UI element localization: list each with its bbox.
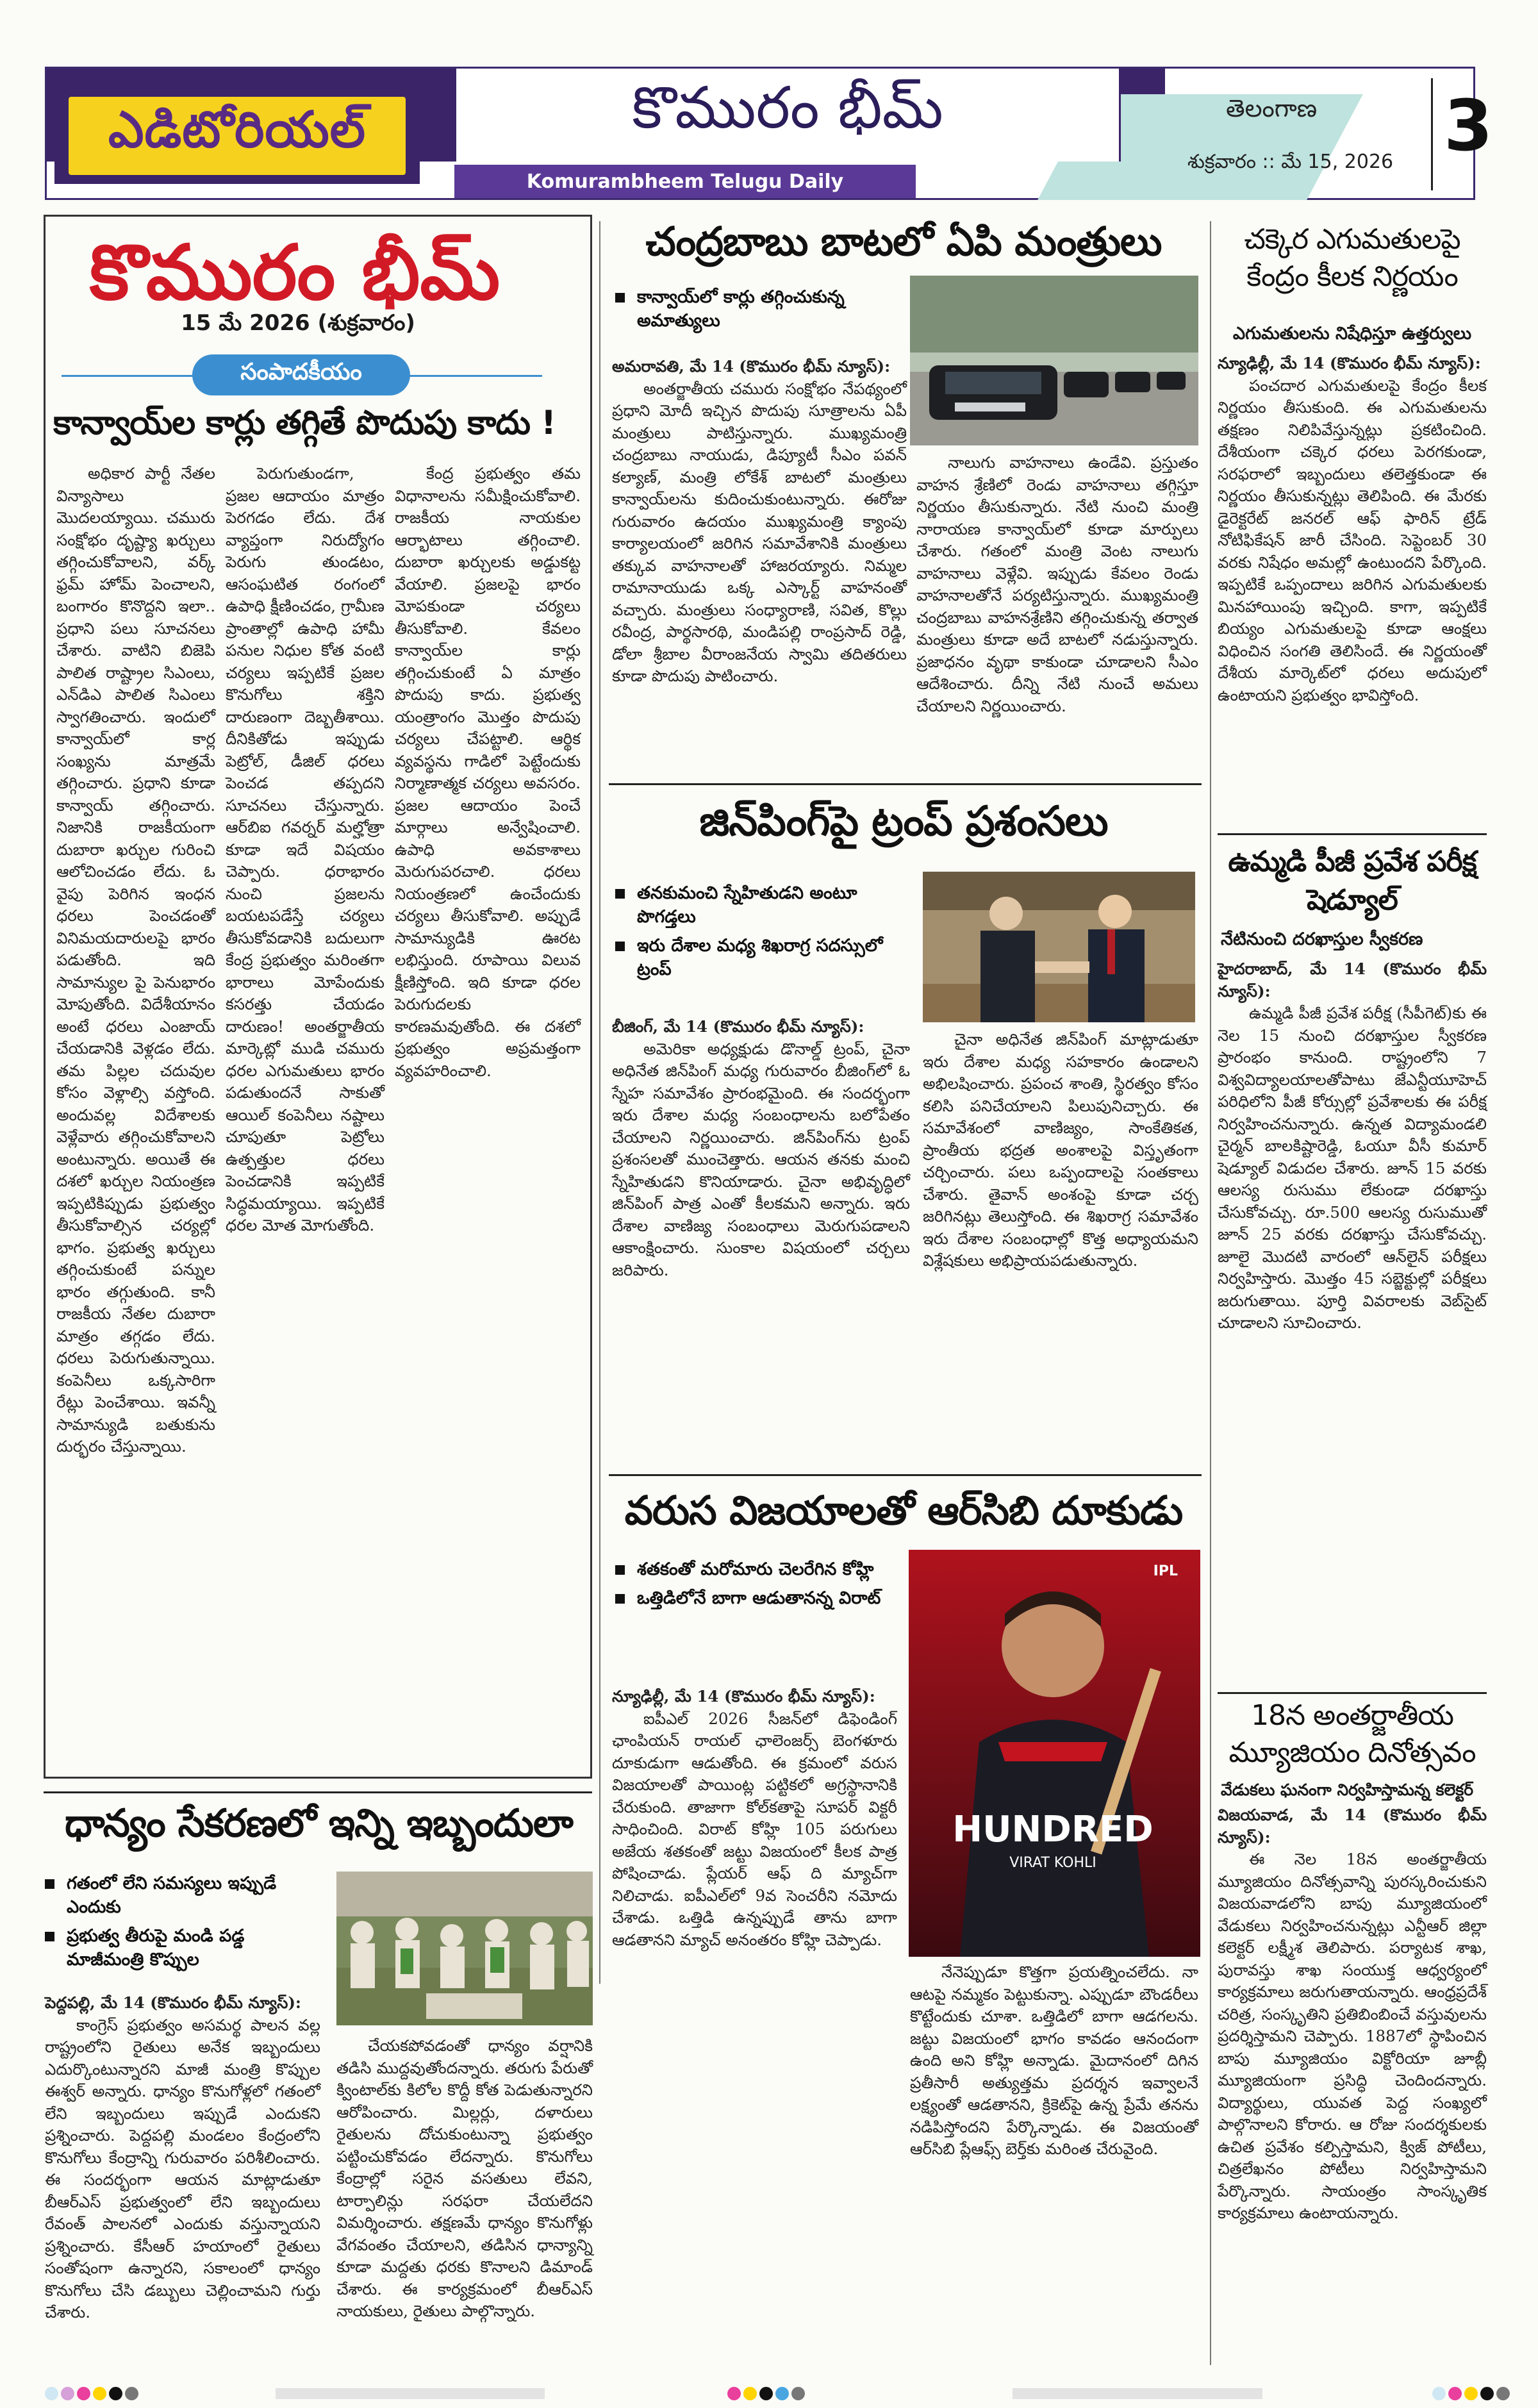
- editorial-column-3: [395, 463, 581, 1764]
- chandrababu-bullet: కాన్వాయ్‌లో కార్లు తగ్గించుకున్న అమాత్యులు: [615, 285, 910, 333]
- registration-mark: [77, 2387, 90, 2400]
- editorial-paragraph: అధికార పార్టీ నేతల విన్యాసాలు మొదలయ్యాయి. చమురు సంక్షోభం దృష్ట్యా ఖర్చులు తగ్గించుకోవాలని, వర్క్ ఫ్రమ్ హోమ్ పెంచాలని, బంగారం కొనొద్దని ఇలా.. ప్రధాని పలు సూచనలు చేశారు. వాటిని బిజెపి పాలిత రాష్ట్రాల సిఎంలు, ఎన్‌డిఎ పాలిత సిఎంలు స్వాగతించారు. ఇందులో కాన్వాయ్‌లో కార్ల సంఖ్యను మాత్రమే తగ్గించారు. ప్రధాని కూడా కాన్వాయ్ తగ్గించారు. నిజానికి రాజకీయంగా దుబారా ఖర్చుల గురించి ఆలోచించడం లేదు. ఓ వైపు పెరిగిన ఇంధన ధరలు పెంచడంతో వినిమయదారులపై భారం పడుతోంది. ఇది సామాన్యుల పై పెనుభారం మోపుతోంది. విదేశీయానం అంటే ధరలు ఎంజాయ్ చేయడానికి వెళ్లడం లేదు. తమ పిల్లల చదువుల కోసం వెళ్లాల్సి వస్తోంది. అందువల్ల విదేశాలకు వెళ్లేవారు తగ్గించుకోవాలని అంటున్నారు. అయితే ఈ దశలో ఖర్చుల నియంత్రణ ఇప్పటికిప్పుడు ప్రభుత్వం తీసుకోవాల్సిన చర్యల్లో భాగం. ప్రభుత్వ ఖర్చులు తగ్గించుకుంటే పన్నుల భారం తగ్గుతుంది. కానీ రాజకీయ నేతల దుబారా మాత్రం తగ్గడం లేదు. ధరలు పెరుగుతున్నాయి. కంపెనీలు ఒక్కసారిగా రేట్లు పెంచేశాయి. ఇవన్నీ సామాన్యుడి బతుకును దుర్భరం చేస్తున్నాయి.: [56, 464, 215, 1456]
- grain-paragraph: కాంగ్రెస్ ప్రభుత్వం అసమర్థ పాలన వల్ల రాష్ట్రంలోని రైతులు అనేక ఇబ్బందులు ఎదుర్కొంటున్నారని మాజీ మంత్రి కొప్పుల ఈశ్వర్ అన్నారు. ధాన్యం కొనుగోళ్లలో గతంలో లేని ఇబ్బందులు ఇప్పుడే ఎందుకని ప్రశ్నించారు. పెద్దపల్లి మండలం కేంద్రంలోని కొనుగోలు కేంద్రాన్ని గురువారం పరిశీలించారు. ఈ సందర్భంగా ఆయన మాట్లాడుతూ బీఆర్ఎస్ ప్రభుత్వంలో లేని ఇబ్బందులు రేవంత్ పాలనలో ఎందుకు వస్తున్నాయని ప్రశ్నించారు. కేసీఆర్ హయాంలో రైతులు సంతోషంగా ఉన్నారని, సకాలంలో ధాన్యం కొనుగోలు చేసి డబ్బులు చెల్లించామని గుర్తు చేశారు.: [45, 2015, 320, 2321]
- grain-bullet: గతంలో లేని సమస్యలు ఇప్పుడే ఎందుకు: [45, 1872, 320, 1919]
- rcb-poster-league: IPL: [1153, 1563, 1178, 1579]
- museum-kicker: వేడుకలు ఘనంగా నిర్వహిస్తామన్న కలెక్టర్: [1221, 1781, 1474, 1799]
- editorial-paragraph: పెరుగుతుండగా, ప్రజల ఆదాయం మాత్రం పెరగడం లేదు. దేశ వ్యాప్తంగా నిరుద్యోగం పెరుగు తుండటం, ఆసంఘటిత రంగంలో ఉపాధి క్షీణించడం, గ్రామీణ ప్రాంతాల్లో ఉపాధి హామీ పనుల నిధుల కోత వంటి చర్యలు ఇప్పటికే ప్రజల కొనుగోలు శక్తిని దారుణంగా దెబ్బతీశాయి. దీనికితోడు ఇప్పుడు పెట్రోల్, డీజిల్ ధరలు పెంచడ తప్పదని సూచనలు చేస్తున్నారు. ఆర్‌బిఐ గవర్నర్ మల్హోత్రా కూడా ఇదే విషయం చెప్పారు. ధరాభారం నుంచి ప్రజలను బయటపడేస్తే చర్యలు తీసుకోవడానికి బదులుగా కేంద్ర ప్రభుత్వం మరింతగా భారాలు మోపేందుకు కసరత్తు చేయడం దారుణం! అంతర్జాతీయ మార్కెట్లో ముడి చమురు ధరల ఎగుమతులు భారం పడుతుందనే సాకుతో ఆయిల్ కంపెనీలు నష్టాలు చూపుతూ పెట్రోలు ఉత్పత్తుల ధరలు పెంచడానికి ఇప్పటికే సిద్ధమయ్యాయి. ఇప్పటికే ధరల మోత మోగుతోంది.: [226, 464, 384, 1234]
- grain-column-1: [45, 1992, 320, 2370]
- section-rule: [1218, 833, 1487, 835]
- masthead: [45, 67, 1493, 200]
- chandrababu-bullets: [615, 285, 910, 338]
- registration-mark: [759, 2387, 773, 2400]
- pgcet-column: [1218, 958, 1487, 1682]
- registration-mark: [61, 2387, 74, 2400]
- state-label: తెలంగాణ: [1226, 94, 1318, 122]
- paper-title: కొమురం భీమ్: [454, 69, 1121, 162]
- chandrababu-column-2: [916, 452, 1198, 772]
- sugar-kicker: ఎగుమతులను నిషేధిస్తూ ఉత్తర్వులు: [1232, 324, 1472, 344]
- xitrump-bullets: [615, 881, 904, 986]
- pgcet-kicker: నేటినుంచి దరఖాస్తుల స్వీకరణ: [1221, 929, 1423, 949]
- issue-date: శుక్రవారం :: మే 15, 2026: [1187, 151, 1394, 173]
- paper-subtitle: Komurambheem Telugu Daily: [454, 165, 916, 198]
- divider: [1431, 78, 1433, 190]
- sugar-column: [1218, 353, 1487, 827]
- registration-mark: [1480, 2387, 1494, 2400]
- registration-mark: [45, 2387, 58, 2400]
- museum-paragraph: ఈ నెల 18న అంతర్జాతీయ మ్యూజియం దినోత్సవాన్ని పురస్కరించుకుని విజయవాడలోని బాపు మ్యూజియంలో వేడుకలు నిర్వహించనున్నట్లు ఎన్టీఆర్ జిల్లా కలెక్టర్ లక్ష్మీశ తెలిపారు. పర్యాటక శాఖ, పురావస్తు శాఖ సంయుక్త ఆధ్వర్యంలో కార్యక్రమాలు జరుగుతాయన్నారు. ఆంధ్రప్రదేశ్ చరిత్ర, సంస్కృతిని ప్రతిబింబించే వస్తువులను ప్రదర్శిస్తామని చెప్పారు. 1887లో స్థాపించిన బాపు మ్యూజియం విక్టోరియా జూబ్లీ మ్యూజియంగా ప్రసిద్ధి చెందిందన్నారు. విద్యార్థులు, యువత పెద్ద సంఖ్యలో పాల్గొనాలని కోరారు. ఆ రోజు సందర్శకులకు ఉచిత ప్రవేశం కల్పిస్తామని, క్విజ్ పోటీలు, చిత్రలేఖనం పోటీలు నిర్వహిస్తామని పేర్కొన్నారు. సాయంత్రం సాంస్కృతిక కార్యక్రమాలు ఉంటాయన్నారు.: [1218, 1850, 1487, 2222]
- grain-column-2: [336, 2035, 593, 2370]
- registration-mark: [775, 2387, 789, 2400]
- chandrababu-headline: చంద్రబాబు బాటలో ఏపి మంత్రులు: [645, 218, 1162, 265]
- rcb-poster-name: VIRAT KOHLI: [1009, 1855, 1096, 1871]
- registration-mark: [125, 2387, 138, 2400]
- color-bar: [276, 2388, 545, 2399]
- section-rule: [44, 1791, 592, 1793]
- sugar-paragraph: పంచదార ఎగుమతులపై కేంద్రం కీలక నిర్ణయం తీసుకుంది. ఈ ఎగుమతులను తక్షణం నిలిపివేస్తున్నట్లు ప్రకటించింది. దేశీయంగా చక్కెర ధరలు పెరగకుండా, సరఫరాలో ఇబ్బందులు తలెత్తకుండా ఈ నిర్ణయం తీసుకున్నట్లు తెలిపింది. ఈ మేరకు డైరెక్టరేట్ జనరల్ ఆఫ్ ఫారిన్ ట్రేడ్ నోటిఫికేషన్ జారీ చేసింది. సెప్టెంబర్ 30 వరకు నిషేధం అమల్లో ఉంటుందని పేర్కొంది. ఇప్పటికే ఒప్పందాలు జరిగిన ఎగుమతులకు మినహాయింపు ఇచ్చింది. కాగా, ఇప్పటికే బియ్యం ఎగుమతులపై కూడా ఆంక్షలు విధించిన సంగతి తెలిసిందే. ఈ నిర్ణయంతో దేశీయ మార్కెట్‌లో ధరలు అదుపులో ఉంటాయని ప్రభుత్వం భావిస్తోంది.: [1218, 376, 1487, 704]
- editorial-badge: సంపాదకీయం: [192, 354, 410, 395]
- museum-column: [1218, 1804, 1487, 2365]
- grain-bullets: [45, 1872, 320, 1977]
- registration-mark: [791, 2387, 805, 2400]
- xitrump-paragraph: చైనా అధినేత జిన్‌పింగ్ మాట్లాడుతూ ఇరు దేశాల మధ్య సహకారం ఉండాలని అభిలషించారు. ప్రపంచ శాంతి, స్థిరత్వం కోసం కలిసి పనిచేయాలని పిలుపునిచ్చారు. ఈ సమావేశంలో వాణిజ్యం, సాంకేతికత, ప్రాంతీయ భద్రత అంశాలపై విస్తృతంగా చర్చించారు. పలు ఒప్పందాలపై సంతకాలు చేశారు. తైవాన్ అంశంపై కూడా చర్చ జరిగినట్లు తెలుస్తోంది. ఈ శిఖరాగ్ర సమావేశం ఇరు దేశాల సంబంధాల్లో కొత్త అధ్యాయమని విశ్లేషకులు అభిప్రాయపడుతున్నారు.: [923, 1030, 1198, 1270]
- rcb-column-2: [910, 1961, 1198, 2365]
- rcb-column-1: [612, 1686, 897, 2365]
- rcb-paragraph: నేనెప్పుడూ కొత్తగా ప్రయత్నించలేదు. నా ఆటపై నమ్మకం పెట్టుకున్నా. ఎప్పుడూ బౌండరీలు కొట్టేందుకు చూశా. ఒత్తిడిలో బాగా ఆడగలను. జట్టు విజయంలో భాగం కావడం ఆనందంగా ఉంది అని కోహ్లి అన్నాడు. మైదానంలో దిగిన ప్రతీసారీ అత్యుత్తమ ప్రదర్శన ఇవ్వాలనే లక్ష్యంతో ఆడతానని, క్రికెట్‌పై ఉన్న ప్రేమే తనను నడిపిస్తోందని పేర్కొన్నాడు. ఈ విజయంతో ఆర్‌సిబి ప్లేఆఫ్స్ బెర్త్‌కు మరింత చేరువైంది.: [910, 1963, 1198, 2158]
- museum-headline: 18న అంతర్జాతీయ మ్యూజియం దినోత్సవం: [1228, 1699, 1476, 1769]
- editorial-column-2: [226, 463, 384, 1764]
- rcb-bullet: ఒత్తిడిలోనే బాగా ఆడుతానన్న విరాట్: [615, 1586, 897, 1610]
- editorial-date: 15 మే 2026 (శుక్రవారం): [181, 310, 415, 336]
- chandrababu-paragraph: అంతర్జాతీయ చమురు సంక్షోభం నేపథ్యంలో ప్రధాని మోదీ ఇచ్చిన పొదుపు సూత్రాలను ఏపీ మంత్రులు పాటిస్తున్నారు. ముఖ్యమంత్రి చంద్రబాబు నాయుడు, డిప్యూటీ సీఎం పవన్ కల్యాణ్, మంత్రి లోకేశ్ బాటలో మంత్రులు కాన్వాయ్‌లను కుదించుకుంటున్నారు. ఈరోజు గురువారం ఉదయం ముఖ్యమంత్రి క్యాంపు కార్యాలయంలో జరిగిన సమావేశానికి మంత్రులు తక్కువ వాహనాలతో హాజరయ్యారు. నిమ్మల రామానాయుడు ఒక్క ఎస్కార్ట్ వాహనంతో వచ్చారు. మంత్రులు సంధ్యారాణి, సవిత, కొల్లు రవీంద్ర, పార్థసారథి, మండిపల్లి రాంప్రసాద్ రెడ్డి, డోలా శ్రీబాల వీరాంజనేయ స్వామి తదితరులు కూడా పొదుపు పాటించారు.: [612, 379, 907, 685]
- xitrump-bullet: ఇరు దేశాల మధ్య శిఖరాగ్ర సదస్సులో ట్రంప్: [615, 934, 904, 981]
- rcb-poster-word: HUNDRED: [952, 1809, 1154, 1850]
- xitrump-column-1: [612, 1016, 910, 1465]
- section-rule: [1218, 1692, 1487, 1694]
- registration-mark: [1496, 2387, 1510, 2400]
- page-number: 3: [1444, 85, 1493, 167]
- registration-mark: [727, 2387, 741, 2400]
- rcb-headline: వరుస విజయాలతో ఆర్‌సిబి దూకుడు: [624, 1487, 1183, 1534]
- grain-bullet: ప్రభుత్వ తీరుపై మండి పడ్డ మాజీమంత్రి కొప్పుల: [45, 1924, 320, 1972]
- grain-photo: [336, 1872, 593, 2025]
- xitrump-dateline: బీజింగ్, మే 14 (కొమురం భీమ్ న్యూస్):: [612, 1017, 864, 1036]
- grain-dateline: పెద్దపల్లి, మే 14 (కొమురం భీమ్ న్యూస్):: [45, 1993, 301, 2012]
- sugar-dateline: న్యూఢిల్లీ, మే 14 (కొమురం భీమ్ న్యూస్):: [1218, 354, 1481, 372]
- pgcet-headline: ఉమ్మడి పీజీ ప్రవేశ పరీక్ష షెడ్యూల్: [1228, 845, 1476, 917]
- section-badge-label: ఎడిటోరియల్: [69, 97, 406, 175]
- xitrump-headline: జిన్‌పింగ్‌పై ట్రంప్ ప్రశంసలు: [699, 798, 1108, 845]
- rcb-paragraph: ఐపీఎల్ 2026 సీజన్‌లో డిఫెండింగ్ ఛాంపియన్ రాయల్ ఛాలెంజర్స్ బెంగళూరు దూకుడుగా ఆడుతోంది. ఈ క్రమంలో వరుస విజయాలతో పాయింట్ల పట్టికలో అగ్రస్థానానికి చేరుకుంది. తాజాగా కోల్‌కతాపై సూపర్ విక్టరీ సాధించింది. విరాట్ కోహ్లి 105 పరుగులు అజేయ శతకంతో జట్టు విజయంలో కీలక పాత్ర పోషించాడు. ప్లేయర్ ఆఫ్ ది మ్యాచ్‌గా నిలిచాడు. ఐపీఎల్‌లో 9వ సెంచరీని నమోదు చేశాడు. ఒత్తిడి ఉన్నప్పుడే తాను బాగా ఆడతానని మ్యాచ్ అనంతరం కోహ్లి చెప్పాడు.: [612, 1709, 897, 1949]
- pgcet-dateline: హైదరాబాద్, మే 14 (కొమురం భీమ్ న్యూస్):: [1218, 959, 1487, 1001]
- sugar-headline: చక్కెర ఎగుమతులపై కేంద్రం కీలక నిర్ణయం: [1244, 223, 1460, 293]
- masthead-info: [1175, 69, 1493, 200]
- xitrump-bullet: తనకుమంచి స్నేహితుడని అంటూ పొగడ్తలు: [615, 881, 904, 929]
- chandrababu-column-1: [612, 356, 907, 772]
- column-divider: [1210, 221, 1211, 2365]
- chandrababu-dateline: అమరావతి, మే 14 (కొమురం భీమ్ న్యూస్):: [612, 357, 891, 376]
- section-rule: [609, 783, 1202, 785]
- editorial-column-1: [56, 463, 215, 1764]
- xitrump-column-2: [923, 1029, 1198, 1465]
- registration-mark: [1432, 2387, 1446, 2400]
- registration-mark: [109, 2387, 122, 2400]
- grain-headline: ధాన్యం సేకరణలో ఇన్ని ఇబ్బందులా: [65, 1801, 573, 1846]
- section-rule: [609, 1474, 1202, 1476]
- chandrababu-paragraph: నాలుగు వాహనాలు ఉండేవి. ప్రస్తుతం వాహన శ్రేణిలో రెండు వాహనాలు తగ్గిస్తూ నిర్ణయం తీసుకున్నారు. నేటి నుంచి మంత్రి నారాయణ కాన్వాయ్‌లో కూడా మార్పులు చేశారు. గతంలో మంత్రి వెంట నాలుగు వాహనాలు వెళ్లేవి. ఇప్పుడు కేవలం రెండు వాహనాలతోనే పర్యటిస్తున్నారు. ముఖ్యమంత్రి చంద్రబాబు వాహనశ్రేణిని తగ్గించుకున్న తర్వాత మంత్రులు కూడా అదే బాటలో నడుస్తున్నారు. ప్రజాధనం వృథా కాకుండా చూడాలని సీఎం ఆదేశించారు. దీన్ని నేటి నుంచే అమలు చేయాలని నిర్ణయించారు.: [916, 453, 1198, 715]
- registration-mark: [93, 2387, 106, 2400]
- editorial-headline: కాన్వాయ్‌ల కార్లు తగ్గితే పొదుపు కాదు !: [53, 404, 556, 442]
- xitrump-paragraph: అమెరికా అధ్యక్షుడు డొనాల్డ్ ట్రంప్, చైనా అధినేత జిన్‌పింగ్ మధ్య గురువారం బీజింగ్‌లో ఓ స్నేహ సమావేశం ప్రారంభమైంది. ఈ సందర్భంగా ఇరు దేశాల మధ్య సంబంధాలను బలోపేతం చేయాలని నిర్ణయించారు. జిన్‌పింగ్‌ను ట్రంప్ ప్రశంసలతో ముంచెత్తారు. ఆయన తనకు మంచి స్నేహితుడని కొనియాడారు. చైనా అభివృద్ధిలో జిన్‌పింగ్ పాత్ర ఎంతో కీలకమని అన్నారు. ఇరు దేశాల వాణిజ్య సంబంధాలు మెరుగుపడాలని ఆకాంక్షించారు. సుంకాల విషయంలో చర్చలు జరిపారు.: [612, 1039, 910, 1279]
- rcb-poster: [909, 1550, 1200, 1957]
- editorial-paragraph: కేంద్ర ప్రభుత్వం తమ విధానాలను సమీక్షించుకోవాలి. రాజకీయ నాయకుల ఆర్భాటాలు తగ్గించాలి. దుబారా ఖర్చులకు అడ్డుకట్ట వేయాలి. ప్రజలపై భారం మోపకుండా చర్యలు తీసుకోవాలి. కేవలం కాన్వాయ్‌ల కార్లు తగ్గించుకుంటే ఏ మాత్రం పొదుపు కాదు. ప్రభుత్వ యంత్రాంగం మొత్తం పొదుపు చర్యలు చేపట్టాలి. ఆర్థిక వ్యవస్థను గాడిలో పెట్టేందుకు నిర్మాణాత్మక చర్యలు అవసరం. ప్రజల ఆదాయం పెంచే మార్గాలు అన్వేషించాలి. ఉపాధి అవకాశాలు మెరుగుపరచాలి. ధరలు నియంత్రణలో ఉంచేందుకు చర్యలు తీసుకోవాలి. అప్పుడే సామాన్యుడికి ఊరట లభిస్తుంది. రూపాయి విలువ క్షీణిస్తోంది. ఇది కూడా ధరల పెరుగుదలకు కారణమవుతోంది. ఈ దశలో ప్రభుత్వం అప్రమత్తంగా వ్యవహరించాలి.: [395, 464, 581, 1080]
- museum-dateline: విజయవాడ, మే 14 (కొమురం భీమ్ న్యూస్):: [1218, 1806, 1487, 1847]
- registration-mark: [1448, 2387, 1462, 2400]
- color-bar: [1013, 2388, 1262, 2399]
- registration-mark: [1464, 2387, 1478, 2400]
- grain-paragraph: చేయకపోవడంతో ధాన్యం వర్షానికి తడిసి ముద్దవుతోందన్నారు. తరుగు పేరుతో క్వింటాల్‌కు కిలోల కొద్దీ కోత పెడుతున్నారని ఆరోపించారు. మిల్లర్లు, దళారులు రైతులను దోచుకుంటున్నా ప్రభుత్వం పట్టించుకోవడం లేదన్నారు. కొనుగోలు కేంద్రాల్లో సరైన వసతులు లేవని, టార్పాలిన్లు సరఫరా చేయలేదని విమర్శించారు. తక్షణమే ధాన్యం కొనుగోళ్లు వేగవంతం చేయాలని, తడిసిన ధాన్యాన్ని కూడా మద్దతు ధరకు కొనాలని డిమాండ్ చేశారు. ఈ కార్యక్రమంలో బీఆర్ఎస్ నాయకులు, రైతులు పాల్గొన్నారు.: [336, 2036, 593, 2320]
- pgcet-paragraph: ఉమ్మడి పీజీ ప్రవేశ పరీక్ష (సీపీగెట్)కు ఈ నెల 15 నుంచి దరఖాస్తుల స్వీకరణ ప్రారంభం కానుంది. రాష్ట్రంలోని 7 విశ్వవిద్యాలయాలతోపాటు జేఎన్టీయూహెచ్ పరిధిలోని పీజీ కోర్సుల్లో ప్రవేశాలకు ఈ పరీక్ష నిర్వహించనున్నారు. ఉన్నత విద్యామండలి చైర్మన్ బాలకిష్టారెడ్డి, ఓయూ వీసీ కుమార్ షెడ్యూల్ విడుదల చేశారు. జూన్ 15 వరకు ఆలస్య రుసుము లేకుండా దరఖాస్తు చేసుకోవచ్చు. రూ.500 ఆలస్య రుసుముతో జూన్ 25 వరకు దరఖాస్తు చేసుకోవచ్చు. జూలై మొదటి వారంలో ఆన్‌లైన్ పరీక్షలు నిర్వహిస్తారు. మొత్తం 45 సబ్జెక్టుల్లో పరీక్షలు జరుగుతాయి. పూర్తి వివరాలకు వెబ్‌సైట్ చూడాలని సూచించారు.: [1218, 1004, 1487, 1332]
- convoy-photo: [910, 276, 1198, 445]
- section-badge: [54, 88, 420, 184]
- rcb-bullet: శతకంతో మరోమారు చెలరేగిన కోహ్లి: [615, 1557, 897, 1581]
- editorial-title: కొమురం భీమ్: [89, 228, 500, 317]
- rcb-bullets: [615, 1557, 897, 1615]
- registration-mark: [743, 2387, 757, 2400]
- rcb-dateline: న్యూఢిల్లీ, మే 14 (కొమురం భీమ్ న్యూస్):: [612, 1687, 875, 1706]
- xitrump-photo: [923, 872, 1195, 1022]
- column-divider: [599, 221, 600, 1984]
